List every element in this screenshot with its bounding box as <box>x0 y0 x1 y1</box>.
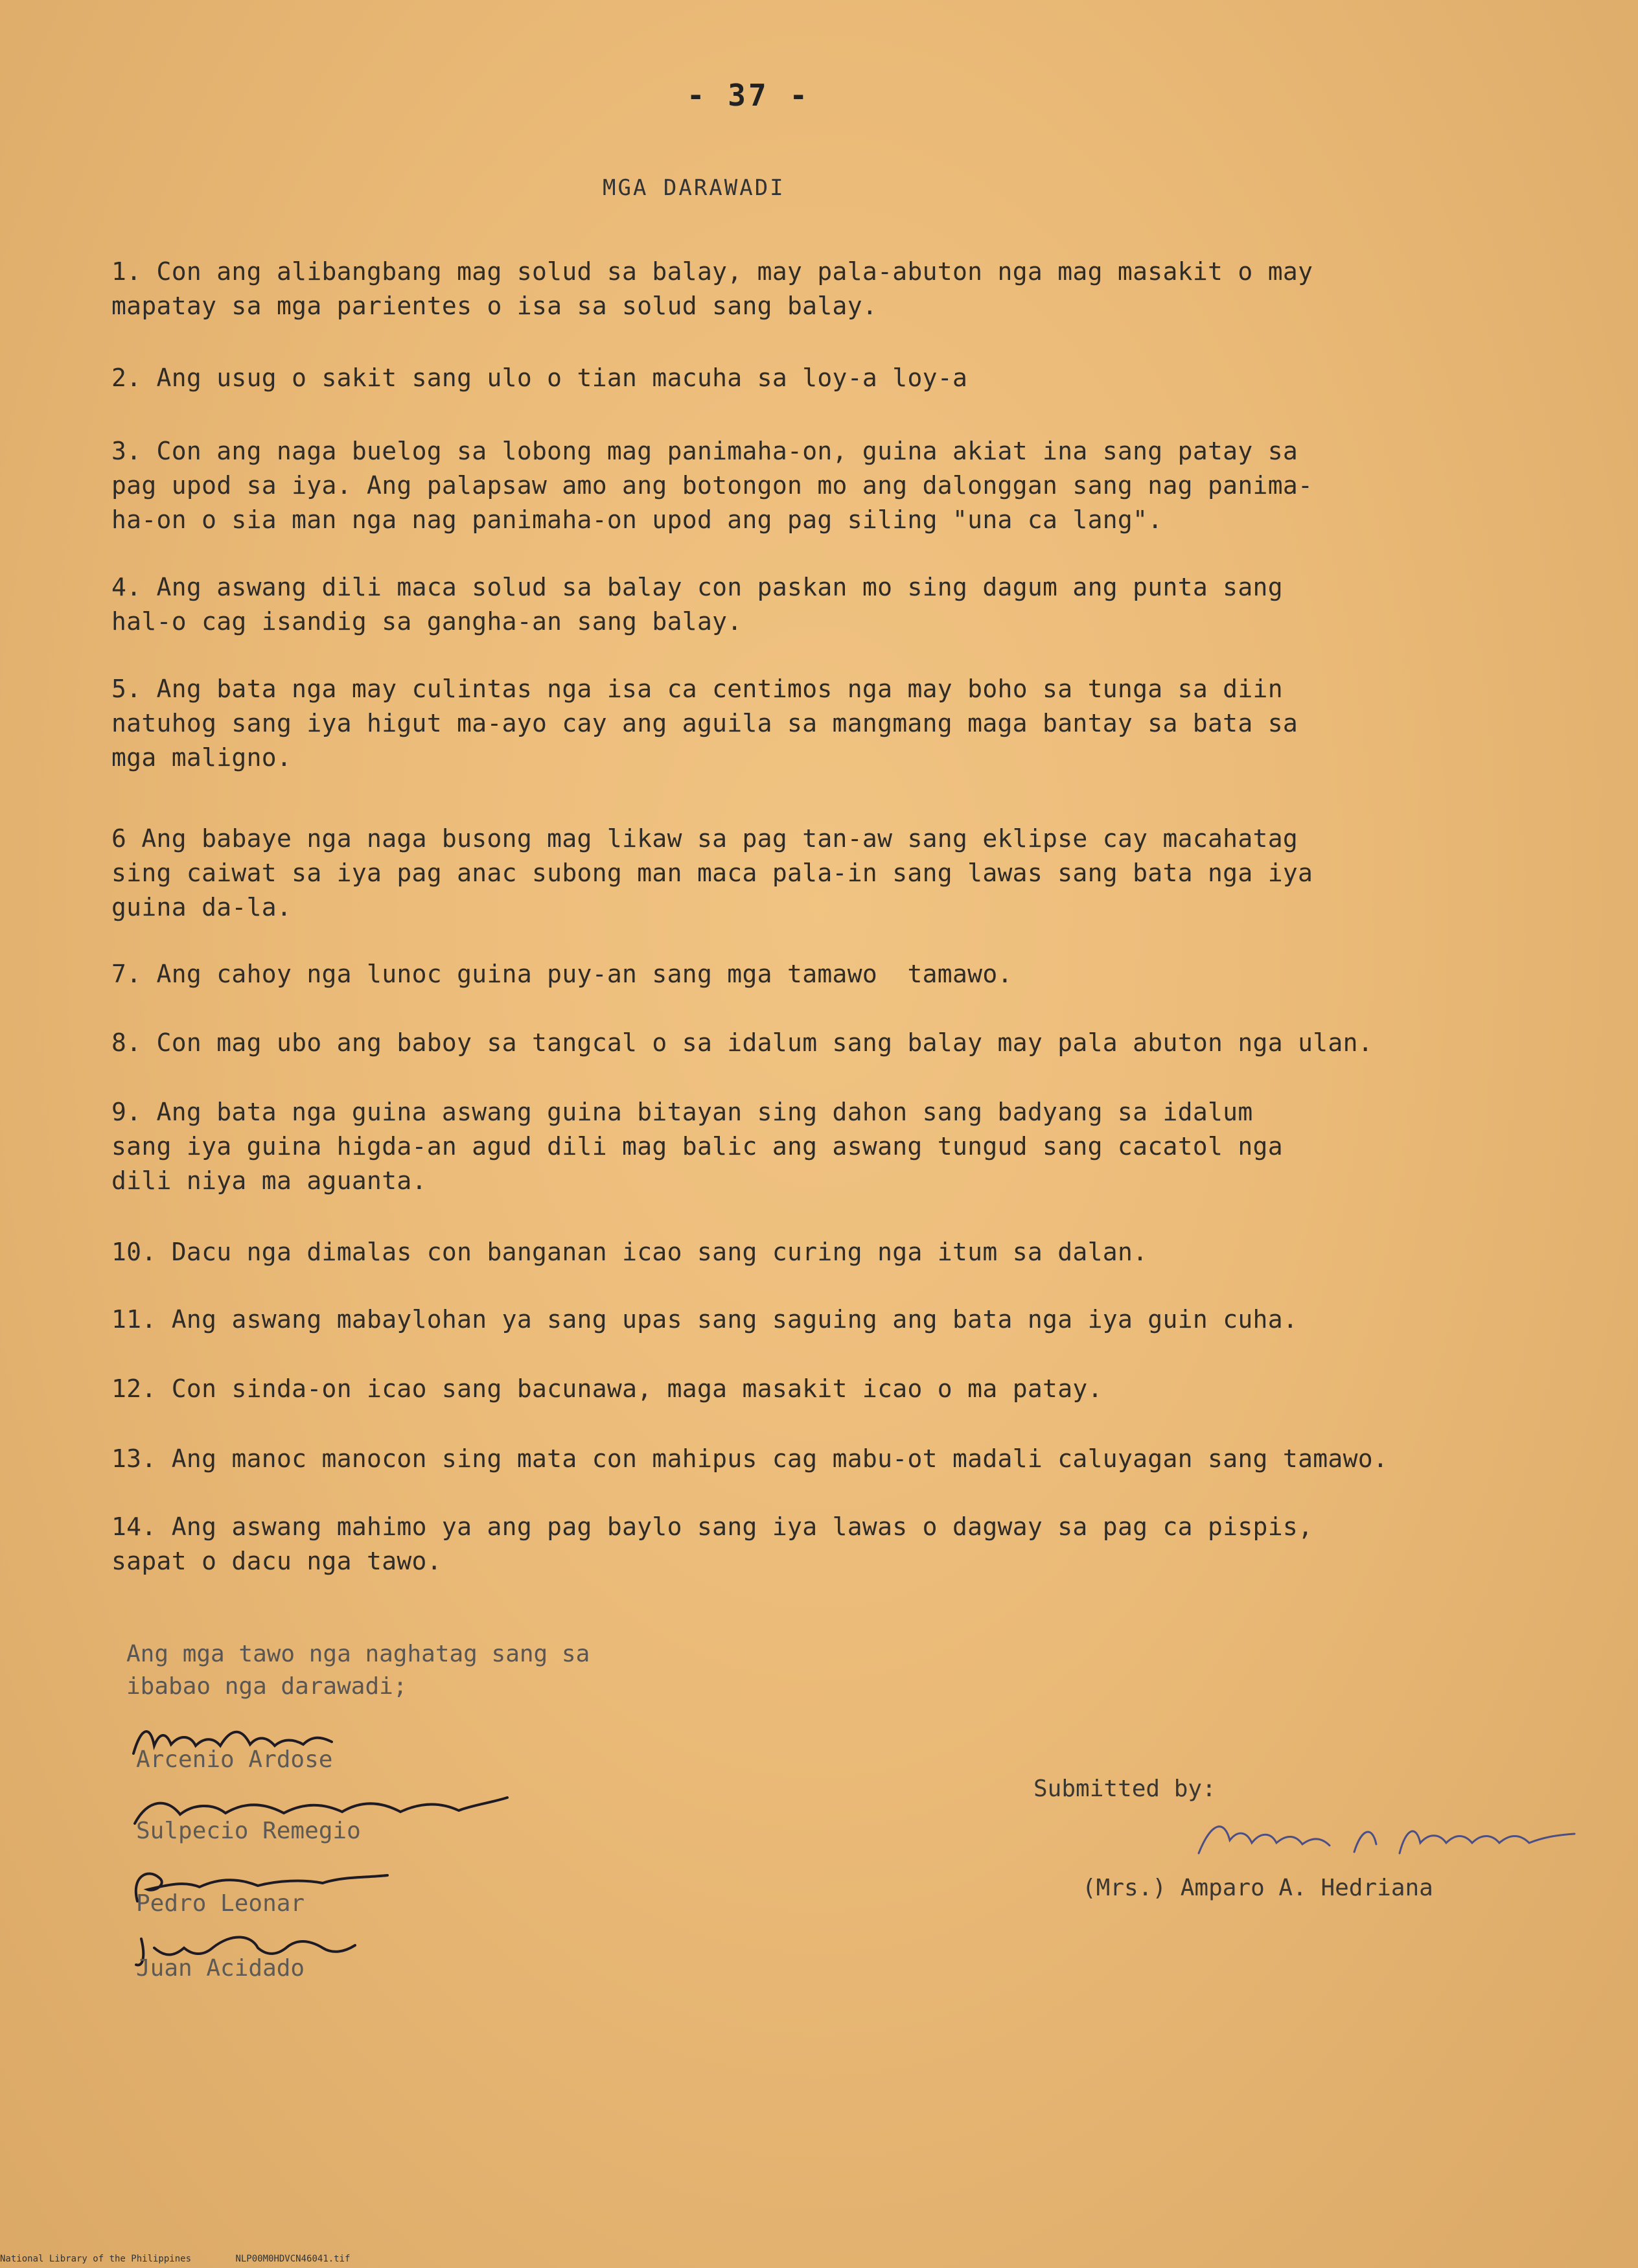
footer-file-id: NLP00M0HDVCN46041.tif <box>235 2254 351 2264</box>
item-10: 10. Dacu nga dimalas con banganan icao sang curing nga itum sa dalan. <box>111 1238 1148 1266</box>
item-2: 2. Ang usug o sakit sang ulo o tian macuha sa loy-a loy-a <box>111 364 968 392</box>
informant-name: Arcenio Ardose <box>136 1746 333 1773</box>
footer-library: National Library of the Philippines <box>0 2254 192 2264</box>
item-9: 9. Ang bata nga guina aswang guina bitayan sing dahon sang badyang sa idalum sang iya guina higda-an agud dili mag balic ang aswang tungud sang cacatol nga dili niya ma aguanta. <box>111 1098 1283 1195</box>
document-title: MGA DARAWADI <box>603 175 785 201</box>
informant-name: Pedro Leonar <box>136 1890 305 1917</box>
item-14: 14. Ang aswang mahimo ya ang pag baylo sang iya lawas o dagway sa pag ca pispis, sapat o dacu nga tawo. <box>111 1512 1313 1575</box>
item-7: 7. Ang cahoy nga lunoc guina puy-an sang mga tamawo tamawo. <box>111 960 1013 988</box>
informant-name: Sulpecio Remegio <box>136 1818 361 1844</box>
submitter-name: (Mrs.) Amparo A. Hedriana <box>1082 1875 1433 1901</box>
item-11: 11. Ang aswang mabaylohan ya sang upas sang saguing ang bata nga iya guin cuha. <box>111 1305 1298 1334</box>
informants-intro: Ang mga tawo nga naghatag sang sa ibabao nga darawadi; <box>126 1641 590 1700</box>
informant-3 <box>136 1878 473 1917</box>
informant-2 <box>136 1805 473 1844</box>
item-4: 4. Ang aswang dili maca solud sa balay con paskan mo sing dagum ang punta sang hal-o cag isandig sa gangha-an sang balay. <box>111 573 1283 636</box>
item-1: 1. Con ang alibangbang mag solud sa balay, may pala-abuton nga mag masakit o may mapatay sa mga parientes o isa sa solud sang balay. <box>111 257 1313 320</box>
item-13: 13. Ang manoc manocon sing mata con mahipus cag mabu-ot madali caluyagan sang tamawo. <box>111 1444 1389 1473</box>
item-6: 6 Ang babaye nga naga busong mag likaw sa pag tan-aw sang eklipse cay macahatag sing caiwat sa iya pag anac subong man maca pala-in sang lawas sang bata nga iya guina da-la. <box>111 824 1313 921</box>
item-3: 3. Con ang naga buelog sa lobong mag panimaha-on, guina akiat ina sang patay sa pag upod sa iya. Ang palapsaw amo ang botongon mo ang dalonggan sang nag panima- ha-on o sia man nga nag panimaha-on upod ang pag siling "una ca lang". <box>111 437 1313 534</box>
footer <box>0 2254 972 2264</box>
page-number: - 37 - <box>686 78 811 113</box>
informant-1 <box>136 1734 473 1773</box>
submitted-by-label: Submitted by: <box>1033 1776 1216 1802</box>
informant-name: Juan Acidado <box>136 1955 305 1982</box>
item-12: 12. Con sinda-on icao sang bacunawa, maga masakit icao o ma patay. <box>111 1374 1103 1403</box>
item-8: 8. Con mag ubo ang baboy sa tangcal o sa idalum sang balay may pala abuton nga ulan. <box>111 1028 1373 1057</box>
informant-4 <box>136 1943 473 1982</box>
submitter-signature-icon <box>1192 1814 1581 1866</box>
item-5: 5. Ang bata nga may culintas nga isa ca centimos nga may boho sa tunga sa diin natuhog sang iya higut ma-ayo cay ang aguila sa mangmang maga bantay sa bata sa mga maligno. <box>111 675 1298 772</box>
